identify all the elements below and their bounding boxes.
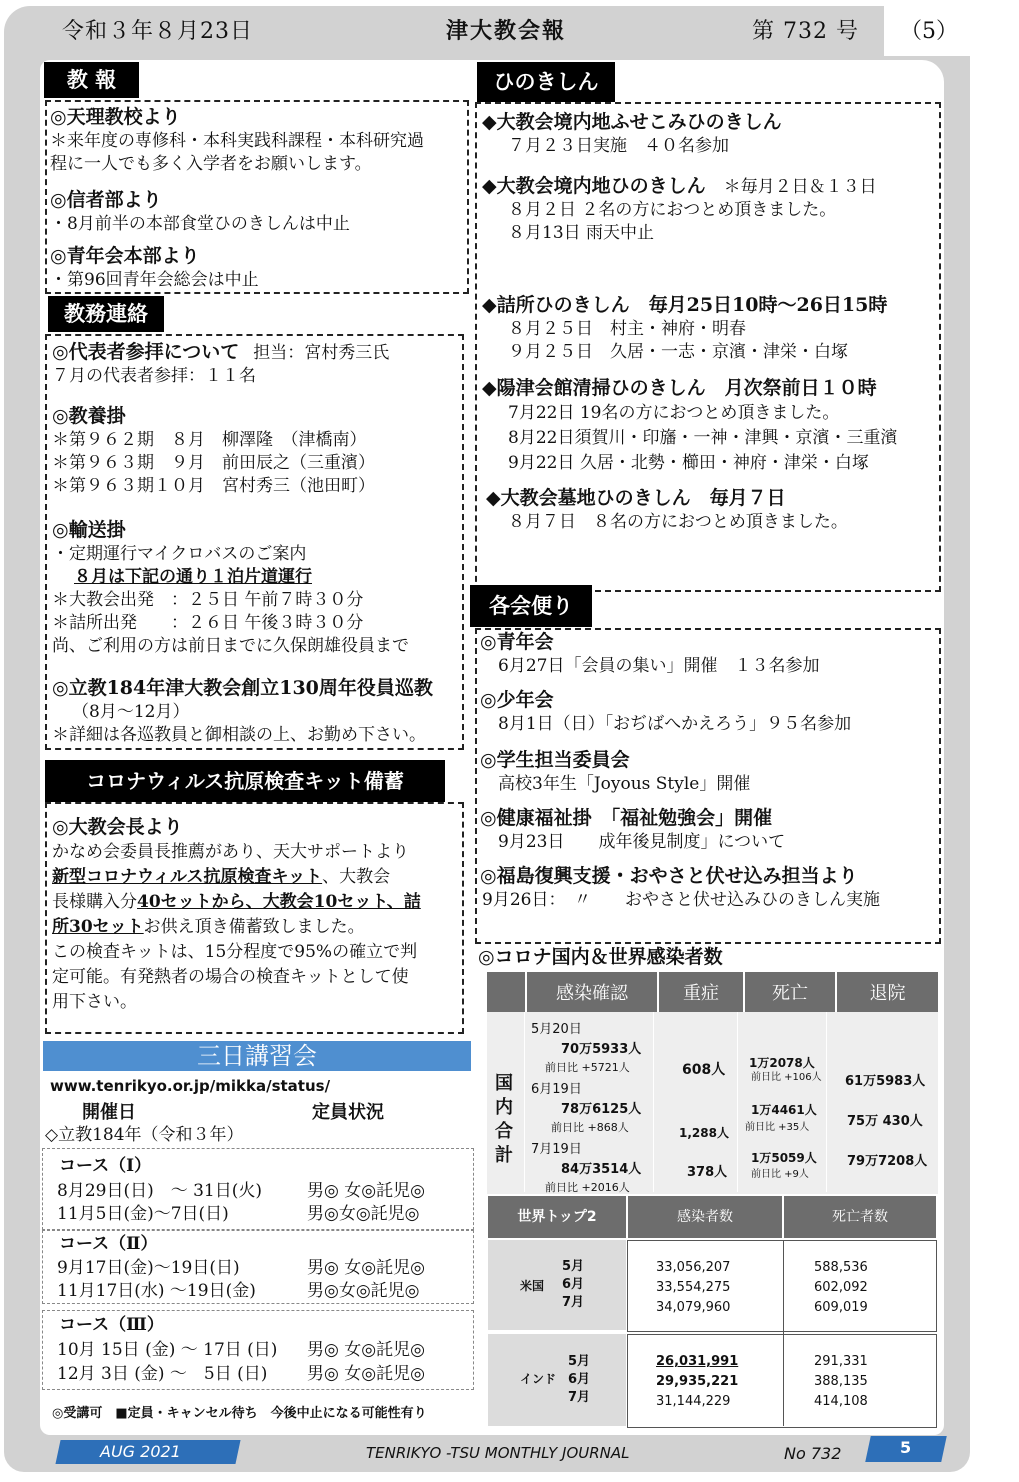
hino-note: ＊毎月２日＆１３日 [723, 177, 877, 197]
kakukai-heading: ◎学生担当委員会 [480, 749, 630, 771]
world-month: 7月 [568, 1390, 591, 1405]
course-date: 12月 3日 (金) ～ 5日 (日) [57, 1364, 268, 1384]
kakukai-line: 9月23日 成年後見制度」について [498, 832, 786, 852]
mikka-col-status: 定員状況 [312, 1102, 384, 1123]
kyoho-line: ・第96回青年会総会は中止 [50, 270, 259, 290]
kyoho-heading-1: ◎天理教校より [50, 106, 181, 128]
kit-underline: 40セットから、大教会10セット、詰 [137, 892, 421, 912]
kyoho-heading-2: ◎信者部より [50, 189, 162, 211]
course-date: 10月 15日 (金) ～ 17日 (日) [57, 1340, 278, 1360]
dom-cases: 84万3514人 [561, 1162, 642, 1177]
dom-row-label: 国内合計 [495, 1073, 513, 1166]
world-deaths: 414,108 [814, 1394, 868, 1409]
dom-cases: 78万6125人 [561, 1102, 642, 1117]
course-name: コース（Ⅰ） [59, 1156, 152, 1176]
course-status: 男◎ 女◎託児◎ [307, 1364, 425, 1384]
hino-heading-5: ◆大教会墓地ひのきしん 毎月７日 [486, 487, 786, 509]
world-deaths: 609,019 [814, 1300, 868, 1315]
header-page: （5） [900, 19, 958, 44]
kit-tag: コロナウィルス抗原検査キット備蓄 [45, 760, 445, 802]
yuso-underline: ８月は下記の通り１泊片道運行 [74, 567, 312, 587]
kyoyo-line: ＊第９６２期 ８月 柳澤隆 （津橋南） [52, 430, 367, 450]
world-row-in-label [488, 1334, 626, 1426]
yuso-line: ・定期運行マイクロバスのご案内 [52, 544, 307, 564]
course-status: 男◎ 女◎託児◎ [307, 1181, 425, 1201]
mikka-legend: ◎受講可 ■定員・キャンセル待ち 今後中止になる可能性有り [52, 1406, 427, 1421]
course-date: 11月17日(水) ～19日(金) [57, 1281, 256, 1301]
yuso-line: ＊詰所出発 ：２６日 午後３時３０分 [52, 613, 364, 633]
hino-line: ９月２５日 久居・一志・京濱・津栄・白塚 [508, 342, 848, 362]
kakukai-heading: ◎青年会 [480, 631, 554, 653]
kit-line: 定可能。有発熱者の場合の検査キットとして使 [52, 967, 409, 987]
hino-heading-4: ◆陽津会館清掃ひのきしん 月次祭前日１０時 [482, 377, 877, 399]
course-date: 8月29日(日) ～ 31日(火) [57, 1181, 263, 1201]
kyoho-tag: 教 報 [44, 62, 139, 98]
hino-line: ７月２３日実施 ４０名参加 [508, 136, 729, 156]
footer-issue: No 732 [784, 1444, 842, 1463]
course-name: コース（Ⅱ） [59, 1234, 158, 1254]
junkai-line: （8月～12月） [72, 702, 190, 722]
world-cases: 29,935,221 [656, 1374, 739, 1389]
world-deaths: 602,092 [814, 1280, 868, 1295]
mikka-col-date: 開催日 [82, 1102, 136, 1123]
kit-line: この検査キットは、15分程度で95%の確立で判 [52, 942, 418, 962]
dom-recovered: 75万 430人 [847, 1114, 923, 1129]
dom-cases: 70万5933人 [561, 1042, 642, 1057]
dom-date: 5月20日 [531, 1022, 582, 1037]
dom-deaths-diff: 前日比 +35人 [745, 1122, 810, 1133]
dom-head-severe: 重症 [658, 972, 744, 1012]
world-deaths: 388,135 [814, 1374, 868, 1389]
kit-text: お供え頂き備蓄致しました。 [143, 917, 365, 937]
world-table [488, 1196, 936, 1430]
dom-head-recovered: 退院 [836, 972, 938, 1012]
kit-underline: 所30セット [52, 917, 144, 937]
corona-stats-title: ◎コロナ国内＆世界感染者数 [478, 946, 723, 968]
kyoho-line: ・8月前半の本部食堂ひのきしんは中止 [50, 214, 350, 234]
kit-text: 、大教会 [322, 867, 391, 887]
dom-deaths-diff: 前日比 +9人 [751, 1169, 809, 1180]
course-status: 男◎女◎託児◎ [307, 1281, 420, 1301]
kit-line: かなめ会委員長推薦があり、天大サポートより [52, 842, 409, 862]
world-month: 6月 [568, 1372, 591, 1387]
hinokishin-list [482, 110, 897, 534]
daihyo-line: ７月の代表者参拝：１１名 [52, 366, 256, 386]
hino-line: 7月22日 19名の方におつとめ頂きました。 [508, 403, 840, 423]
kyoho-line: ＊来年度の専修科・本科実践科課程・本科研究過 [50, 131, 424, 151]
world-country: 米国 [520, 1279, 545, 1293]
header-issue: 第 732 号 [752, 19, 859, 44]
world-cases: 33,056,207 [656, 1260, 731, 1275]
kyoyo-line: ＊第９６３期 ９月 前田辰之（三重濱） [52, 453, 375, 473]
hinokishin-tag: ひのきしん [477, 62, 615, 102]
hino-line: ８月２日 ２名の方におつとめ頂きました。 [508, 200, 837, 220]
kakukai-tag: 各会便り [470, 585, 592, 627]
course-status: 男◎女◎託児◎ [307, 1204, 420, 1224]
dom-severe: 378人 [687, 1165, 728, 1180]
kakukai-list [480, 630, 880, 912]
world-head-country: 世界トップ2 [488, 1196, 626, 1238]
dom-diff: 前日比 +5721人 [545, 1061, 630, 1074]
course-status: 男◎ 女◎託児◎ [307, 1340, 425, 1360]
world-month: 5月 [562, 1259, 585, 1274]
kyoho-heading-3: ◎青年会本部より [50, 245, 200, 267]
world-divider [783, 1240, 784, 1426]
world-month: 7月 [562, 1295, 585, 1310]
footer-page: 5 [900, 1438, 912, 1457]
domestic-table [487, 972, 938, 1194]
hino-line: ８月７日 ８名の方におつとめ頂きました。 [508, 512, 848, 532]
kit-content [52, 815, 421, 1015]
header-date: 令和３年８月23日 [62, 19, 253, 44]
hino-line: 8月22日須賀川・印旛・一神・津興・京濱・三重濱 [508, 428, 898, 448]
kyoyo-heading: ◎教養掛 [52, 405, 126, 427]
yuso-line: ＊大教会出発 ：２５日 午前７時３０分 [52, 590, 364, 610]
kakukai-heading: ◎少年会 [480, 689, 554, 711]
kakukai-line: 9月26日： 〃 おやさと伏せ込みひのきしん実施 [482, 890, 880, 910]
dom-deaths: 1万5059人 [751, 1151, 817, 1165]
mikka-year: ◇立教184年（令和３年） [45, 1125, 244, 1145]
course-date: 11月5日(金)～7日(日) [57, 1204, 229, 1224]
dom-diff: 前日比 +2016人 [545, 1181, 630, 1194]
world-row-us-label [488, 1240, 626, 1330]
kit-text: 長様購入分 [52, 892, 137, 912]
dom-head-deaths: 死亡 [744, 972, 836, 1012]
world-month: 5月 [568, 1354, 591, 1369]
world-head-cases: 感染者数 [628, 1196, 782, 1238]
junkai-line: ＊詳細は各巡教員と御相談の上、お勤め下さい。 [52, 725, 426, 745]
dom-head-cases: 感染確認 [526, 972, 658, 1012]
world-cases: 26,031,991 [656, 1354, 739, 1369]
hino-line: 9月22日 久居・北勢・櫛田・神府・津栄・白塚 [508, 453, 869, 473]
hino-line: ８月２５日 村主・神府・明春 [508, 319, 746, 339]
footer-month: AUG 2021 [100, 1442, 181, 1461]
course-name: コース（Ⅲ） [59, 1315, 164, 1335]
course-status: 男◎ 女◎託児◎ [307, 1258, 425, 1278]
kakukai-line: 8月1日（日）「おぢばへかえろう」９５名参加 [498, 714, 852, 734]
world-deaths: 291,331 [814, 1354, 868, 1369]
hino-heading-1: ◆大教会境内地ふせこみひのきしん [482, 111, 782, 133]
mikka-url[interactable]: www.tenrikyo.or.jp/mikka/status/ [50, 1077, 331, 1095]
kyoyo-line: ＊第９６３期１０月 宮村秀三（池田町） [52, 476, 375, 496]
dom-date: 7月19日 [531, 1142, 582, 1157]
daihyo-note: 担当：宮村秀三氏 [253, 343, 390, 363]
kyomu-tag: 教務連絡 [48, 296, 164, 332]
daihyo-heading: ◎代表者参拝について [52, 341, 240, 363]
world-country: インド [520, 1372, 557, 1386]
world-cases: 31,144,229 [656, 1394, 731, 1409]
world-deaths: 588,536 [814, 1260, 868, 1275]
junkai-heading: ◎立教184年津大教会創立130周年役員巡教 [52, 677, 433, 699]
kit-underline: 新型コロナウィルス抗原検査キット [52, 867, 323, 887]
dom-deaths: 1万2078人 [749, 1056, 815, 1070]
dom-diff: 前日比 +868人 [551, 1121, 629, 1134]
dom-recovered: 79万7208人 [847, 1154, 928, 1169]
hino-line: ８月13日 雨天中止 [508, 223, 655, 243]
world-head-deaths: 死亡者数 [784, 1196, 936, 1238]
dom-severe: 608人 [682, 1062, 726, 1078]
hino-heading-2: ◆大教会境内地ひのきしん [482, 175, 706, 197]
dom-deaths: 1万4461人 [751, 1103, 817, 1117]
course-date: 9月17日(金)～19日(日) [57, 1258, 240, 1278]
world-cases: 34,079,960 [656, 1300, 731, 1315]
kakukai-line: 6月27日「会員の集い」開催 １３名参加 [498, 656, 820, 676]
kyomu-list [52, 340, 433, 747]
kakukai-line: 高校3年生「Joyous Style」開催 [498, 774, 751, 794]
world-cases: 33,554,275 [656, 1280, 731, 1295]
kakukai-heading: ◎健康福祉掛 「福祉勉強会」開催 [480, 807, 773, 829]
yuso-heading: ◎輸送掛 [52, 519, 126, 541]
course-box-1 [42, 1148, 474, 1230]
kakukai-heading: ◎福島復興支援・おやさと伏せ込み担当より [480, 865, 858, 887]
kit-heading: ◎大教会長より [52, 816, 183, 838]
mikka-title: 三日講習会 [43, 1041, 471, 1071]
yuso-line: 尚、ご利用の方は前日までに久保朗雄役員まで [52, 636, 409, 656]
course-box-3 [42, 1310, 474, 1390]
dom-recovered: 61万5983人 [845, 1074, 926, 1089]
kyoho-line: 程に一人でも多く入学者をお願いします。 [50, 154, 372, 174]
course-box-2 [42, 1230, 474, 1304]
hino-heading-3: ◆詰所ひのきしん 毎月25日10時～26日15時 [482, 294, 888, 316]
kyoho-list [50, 105, 424, 292]
world-month: 6月 [562, 1277, 585, 1292]
header-title: 津大教会報 [446, 18, 567, 44]
kit-line: 用下さい。 [52, 992, 137, 1012]
dom-severe: 1,288人 [679, 1126, 729, 1140]
dom-date: 6月19日 [531, 1082, 582, 1097]
footer-journal: TENRIKYO -TSU MONTHLY JOURNAL [366, 1444, 630, 1462]
dom-deaths-diff: 前日比 +106人 [751, 1072, 822, 1083]
